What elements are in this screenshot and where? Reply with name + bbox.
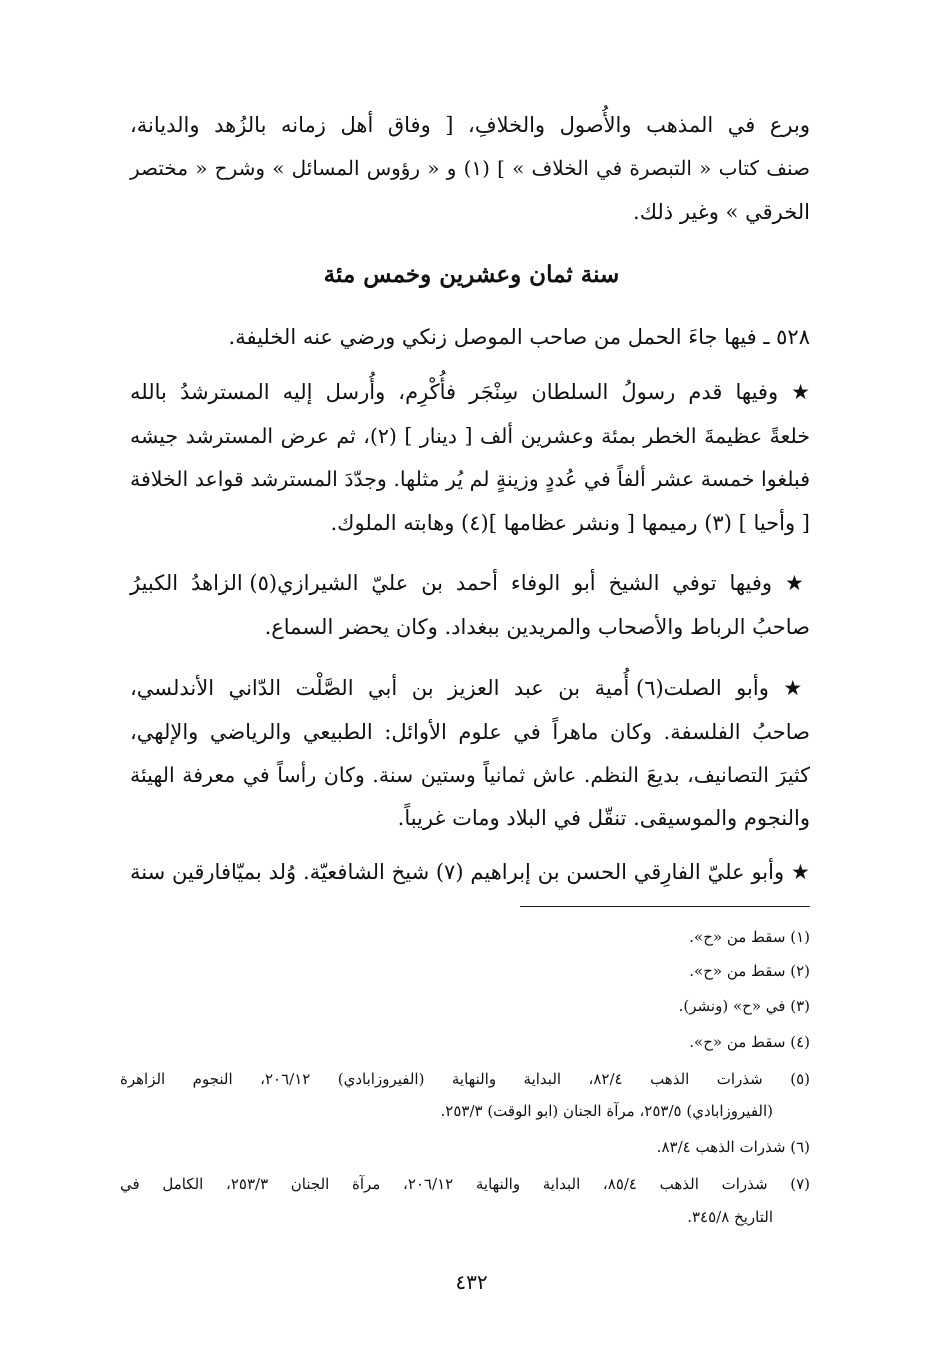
para3-line: ★ وأبو الصلت(٦) أُمية بن عبد العزيز بن أبي الصَّلْت الدّاني الأندلسي، <box>130 676 810 700</box>
page-number: ٤٣٢ <box>455 1270 488 1294</box>
footnote: (٦) شذرات الذهب ٨٣/٤. <box>656 1138 810 1156</box>
body-line: الخرقي » وغير ذلك. <box>633 200 810 224</box>
para1-line: [ وأحيا ] (٣) رميمها [ ونشر عظامها ](٤) وهابته الملوك. <box>330 511 810 535</box>
footnote: (٧) شذرات الذهب ٨٥/٤، البداية والنهاية ٢٠٦/١٢، مرآة الجنان ٢٥٣/٣، الكامل في <box>120 1175 810 1193</box>
entry-528: ٥٢٨ ـ فيها جاءَ الحمل من صاحب الموصل زنكي ورضي عنه الخليفة. <box>228 325 810 349</box>
para1-line: ★ وفيها قدم رسولُ السلطان سِنْجَر فأُكْرِم، وأُرسل إليه المسترشدُ بالله <box>130 380 810 404</box>
para3-line: صاحبُ الفلسفة. وكان ماهراً في علوم الأوائل: الطبيعي والرياضي والإلهي، <box>130 720 810 744</box>
footnote-continuation: التاريخ ٣٤٥/٨. <box>687 1208 773 1226</box>
para4-line: ★ وأبو عليّ الفارِقي الحسن بن إبراهيم (٧) شيخ الشافعيّة. وُلد بميّافارقين سنة <box>130 860 811 884</box>
footnote: (١) سقط من «ح». <box>689 928 810 946</box>
footnote: (٢) سقط من «ح». <box>689 962 810 980</box>
para2-line: ★ وفيها توفي الشيخ أبو الوفاء أحمد بن عليّ الشيرازي(٥) الزاهدُ الكبيرُ <box>130 571 810 595</box>
para3-line: كثيرَ التصانيف، بديعَ النظم. عاش ثمانياً وستين سنة. وكان رأساً في معرفة الهيئة <box>130 763 810 787</box>
para3-line: والنجوم والموسيقى. تنقّل في البلاد ومات غريباً. <box>397 806 810 830</box>
footnote: (٥) شذرات الذهب ٨٢/٤، البداية والنهاية (الفيروزابادي) ٢٠٦/١٢، النجوم الزاهرة <box>120 1070 810 1088</box>
footnote-continuation: (الفيروزابادي) ٢٥٣/٥، مرآة الجنان (ابو الوقت) ٢٥٣/٣. <box>440 1102 773 1120</box>
para1-line: فبلغوا خمسة عشر ألفاً في عُددٍ وزينةٍ لم يُر مثلها. وجدّدَ المسترشد قواعد الخلافة <box>130 467 810 491</box>
body-line: صنف كتاب « التبصرة في الخلاف » ] (١) و « رؤوس المسائل » وشرح « مختصر <box>130 156 810 180</box>
para1-line: خلعةً عظيمةَ الخطر بمئة وعشرين ألف [ دينار ] (٢)، ثم عرض المسترشد جيشه <box>130 424 810 448</box>
para2-line: صاحبُ الرباط والأصحاب والمريدين ببغداد. وكان يحضر السماع. <box>264 615 810 639</box>
footnote: (٣) في «ح» (ونشر). <box>678 997 810 1015</box>
footnote-divider <box>520 906 810 907</box>
footnote: (٤) سقط من «ح». <box>689 1033 810 1051</box>
body-line: وبرع في المذهب والأُصول والخلافِ، [ وفاق أهل زمانه بالزُهد والديانة، <box>130 113 810 137</box>
section-title: سنة ثمان وعشرين وخمس مئة <box>323 261 620 288</box>
